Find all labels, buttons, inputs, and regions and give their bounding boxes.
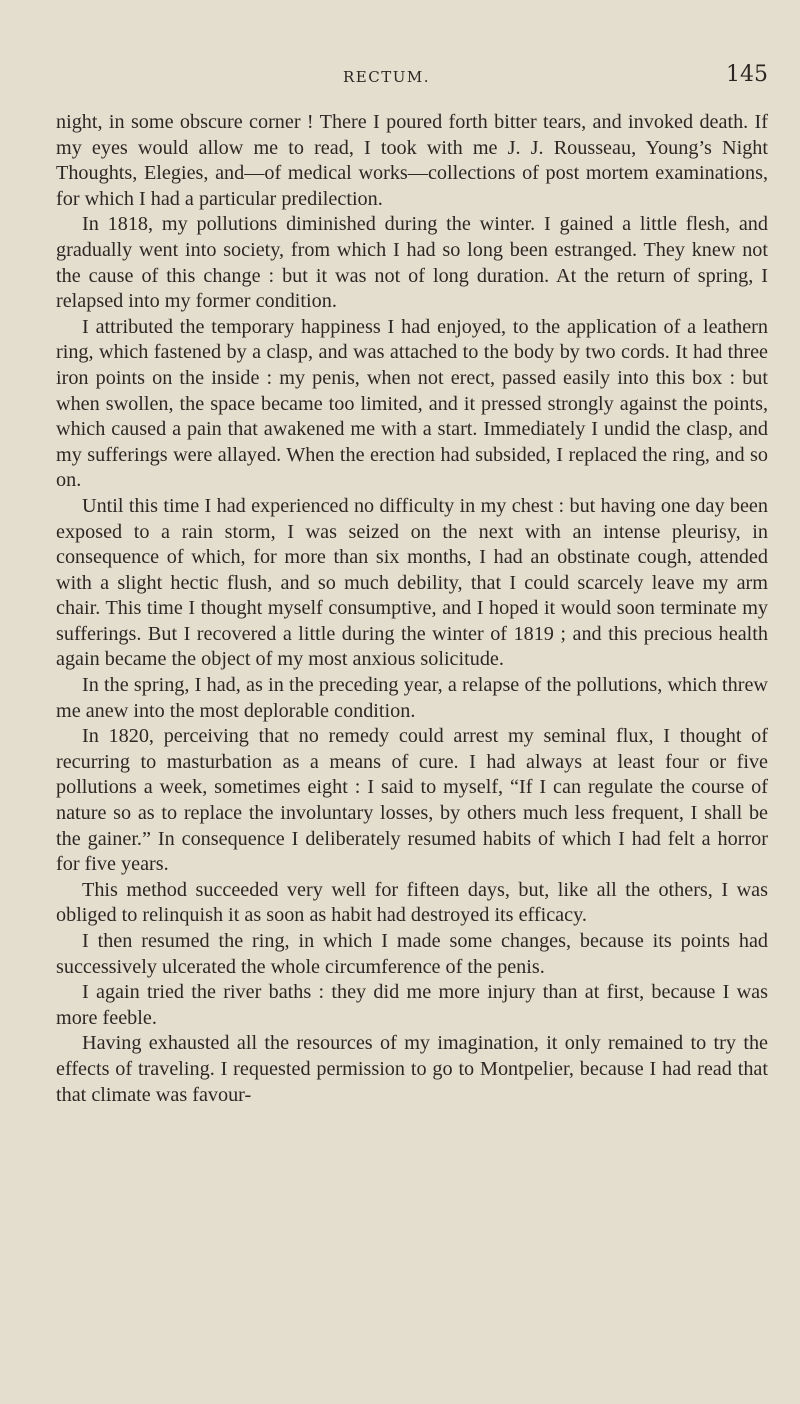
paragraph: I then resumed the ring, in which I made some changes, because its points had successively ulcerated the whole circumference of the penis. xyxy=(56,930,768,978)
paragraph: In 1818, my pollutions diminished during the winter. I gained a little flesh, and gradually went into society, from which I had so long been estranged. They knew not the cause of this change : but it was not of long duration. At the return of spring, I relapsed into my former condition. xyxy=(56,213,768,313)
paragraph: Until this time I had experienced no difficulty in my chest : but having one day been exposed to a rain storm, I was seized on the next with an intense pleurisy, in consequence of which, for more than six months, I had an obstinate cough, attended with a slight hectic flush, and so much debility, that I could scarcely leave my arm chair. This time I thought myself consumptive, and I hoped it would soon terminate my sufferings. But I recovered a little during the winter of 1819 ; and this precious health again became the object of my most anxious solicitude. xyxy=(56,494,768,671)
paragraph: I attributed the temporary happiness I had enjoyed, to the application of a leathern ring, which fastened by a clasp, and was attached to the body by two cords. It had three iron points on the inside : my penis, when not erect, passed easily into this box : but when swollen, the space became too limited, and it pressed strongly against the points, which caused a pain that awakened me with a start. Immediately I undid the clasp, and my sufferings were allayed. When the erection had subsided, I replaced the ring, and so on. xyxy=(56,315,768,492)
paragraph: I again tried the river baths : they did me more injury than at first, because I was more feeble. xyxy=(56,981,768,1029)
running-head: RECTUM. xyxy=(343,68,430,86)
paragraph: night, in some obscure corner ! There I poured forth bitter tears, and invoked death. If my eyes would allow me to read, I took with me J. J. Rousseau, Young’s Night Thoughts, Elegies, and—of medical works—collections of post mortem examinations, for which I had a particular predilection. xyxy=(56,111,768,210)
paragraph: In 1820, perceiving that no remedy could arrest my seminal flux, I thought of recurring to masturbation as a means of cure. I had always at least four or five pollutions a week, sometimes eight : I said to myself, “If I can regulate the course of nature so as to replace the involuntary losses, by others much less frequent, I shall be the gainer.” In consequence I deliberately resumed habits of which I had felt a horror for five years. xyxy=(56,725,768,876)
page-header xyxy=(56,62,768,92)
paragraph: This method succeeded very well for fifteen days, but, like all the others, I was obliged to relinquish it as soon as habit had destroyed its efficacy. xyxy=(56,878,768,927)
body-text xyxy=(56,110,768,1108)
page-number: 145 xyxy=(726,62,768,87)
paragraph: In the spring, I had, as in the preceding year, a relapse of the pollutions, which threw me anew into the most deplorable condition. xyxy=(56,674,768,722)
paragraph: Having exhausted all the resources of my imagination, it only remained to try the effects of traveling. I requested permission to go to Montpelier, because I had read that that climate was favour- xyxy=(56,1032,768,1106)
